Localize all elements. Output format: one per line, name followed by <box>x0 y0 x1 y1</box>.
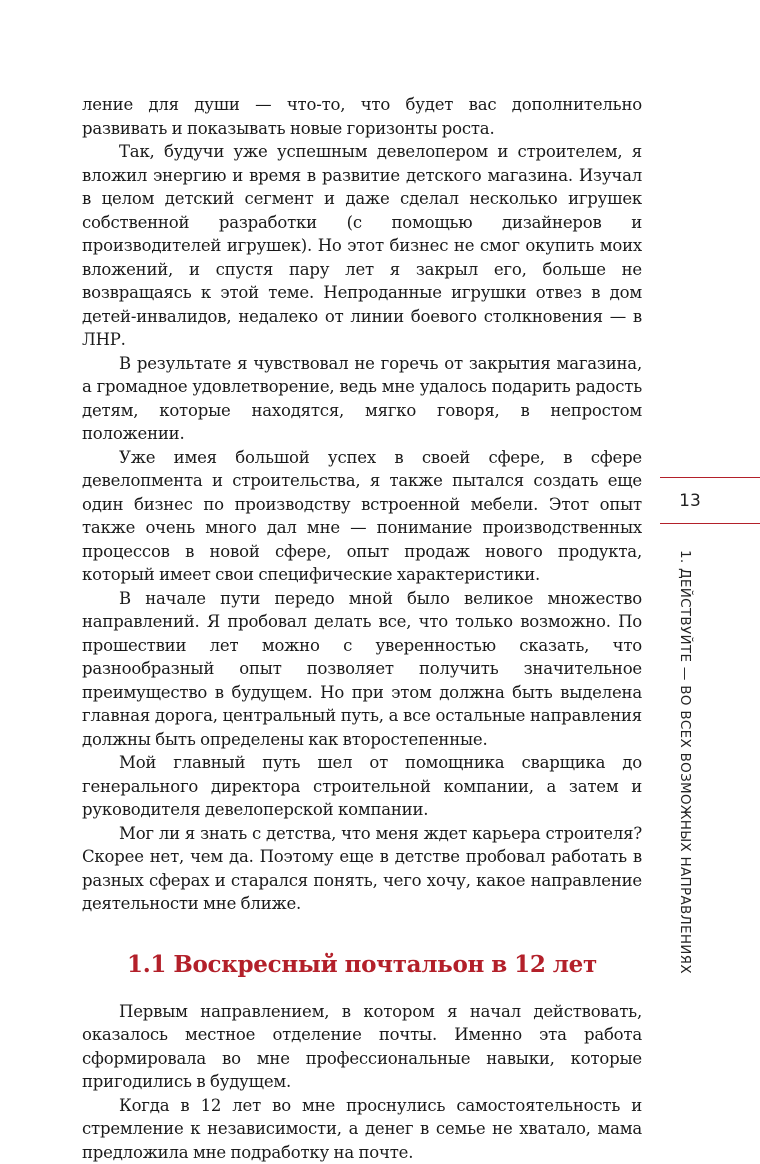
section-heading: 1.1 Воскресный почтальон в 12 лет <box>82 950 642 980</box>
paragraph: Так, будучи уже успешным девелопером и строителем, я вложил энергию и время в развитие детского магазина. Изучал в целом детский сегмент и даже сделал несколько игрушек собственной разработки (с помощью дизайнеров и производителей игрушек). Но этот бизнес не смог окупить моих вложений, и спустя пару лет я закрыл его, больше не возвращаясь к этой теме. Непроданные игрушки отвез в дом детей-инвалидов, недалеко от линии боевого столкновения — в ЛНР. <box>82 140 642 352</box>
paragraph: В начале пути передо мной было великое множество направлений. Я пробовал делать все, что только возможно. По прошествии лет можно с уверенностью сказать, что разнообразный опыт позволяет получить значительное преимущество в будущем. Но при этом должна быть выделена главная дорога, центральный путь, а все остальные направления должны быть определены как второстепенные. <box>82 587 642 752</box>
paragraph: Уже имея большой успех в своей сфере, в сфере девелопмента и строительства, я также пытался создать еще один бизнес по производству встроенной мебели. Этот опыт также очень много дал мне — понимание производственных процессов в новой сфере, опыт продаж нового продукта, который имеет свои специфические характеристики. <box>82 446 642 587</box>
paragraph-continued: ление для души — что-то, что будет вас дополнительно развивать и показывать новые горизонты роста. <box>82 93 642 140</box>
paragraph: Мог ли я знать с детства, что меня ждет карьера строителя? Скорее нет, чем да. Поэтому еще в детстве пробовал работать в разных сферах и старался понять, чего хочу, какое направление деятельности мне ближе. <box>82 822 642 916</box>
paragraph: В результате я чувствовал не горечь от закрытия магазина, а громадное удовлетворение, ведь мне удалось подарить радость детям, которые находятся, мягко говоря, в непростом положении. <box>82 352 642 446</box>
page-number-rule-bottom <box>660 523 760 524</box>
paragraph: Первым направлением, в котором я начал действовать, оказалось местное отделение почты. Именно эта работа сформировала во мне профессиональные навыки, которые пригодились в будущем. <box>82 1000 642 1094</box>
paragraph: Когда в 12 лет во мне проснулись самостоятельность и стремление к независимости, а денег в семье не хватало, мама предложила мне подработку на почте. <box>82 1094 642 1164</box>
page-number: 13 <box>670 489 710 513</box>
page-number-rule-top <box>660 477 760 478</box>
body-text <box>82 93 642 1164</box>
running-head: 1. ДЕЙСТВУЙТЕ — ВО ВСЕХ ВОЗМОЖНЫХ НАПРАВЛЕНИЯХ <box>665 550 693 870</box>
paragraph: Мой главный путь шел от помощника сварщика до генерального директора строительной компании, а затем и руководителя девелоперской компании. <box>82 751 642 822</box>
